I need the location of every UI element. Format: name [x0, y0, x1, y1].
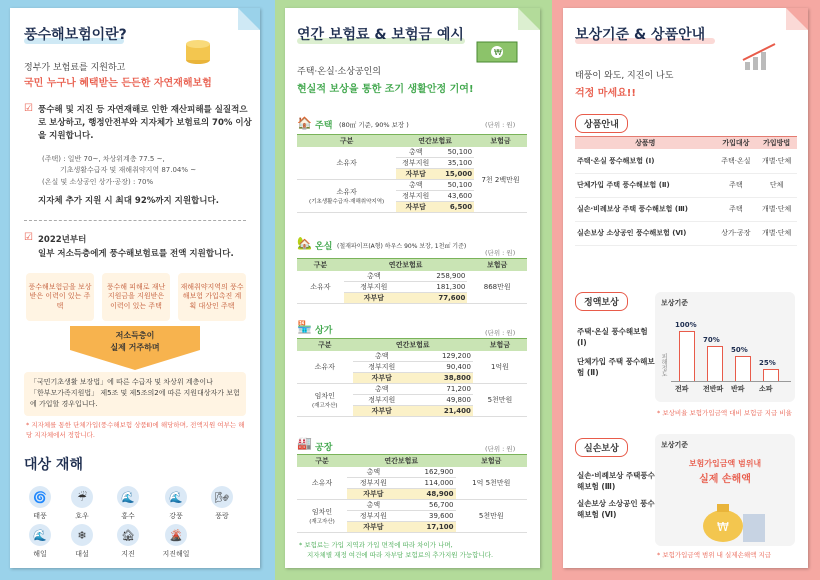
divider	[24, 220, 246, 221]
arrow-text-1: 저소득층이	[115, 331, 155, 340]
actual-head-1: 보험가입금액 범위내	[688, 459, 762, 468]
disaster-label: 홍수	[121, 512, 135, 520]
table-header: 상품명	[575, 137, 716, 150]
bar-3	[763, 369, 779, 382]
bar-category-label: 소파	[759, 385, 773, 393]
actual-note: * 보험가입금액 범위 내 실제손해액 지급	[657, 551, 772, 559]
premium-value: 50,100	[435, 180, 474, 191]
premium-type: 자부담	[347, 522, 400, 533]
premium-value: 258,900	[404, 271, 468, 282]
premium-type: 총액	[347, 500, 400, 511]
disaster-item	[156, 524, 196, 559]
disaster-item	[20, 486, 60, 521]
owner-cell	[297, 384, 353, 417]
premium-value: 50,100	[435, 147, 474, 158]
premium-type: 총액	[347, 467, 400, 478]
panel-premium-examples	[285, 8, 540, 568]
svg-text:₩: ₩	[717, 520, 729, 534]
owner-label: 소유자	[314, 363, 335, 371]
condition-bubble: 재해취약지역의 풍수해보험 가입촉진 계획 대상인 주택	[178, 273, 246, 321]
extra-support: 지자체 추가 지원 시 최대 92%까지 지원합니다.	[38, 196, 219, 206]
actual-product-2: 실손보상 소상공인 풍수해보험 (Ⅵ)	[577, 499, 655, 520]
premium-type: 자부담	[396, 202, 435, 213]
checkbox-icon: ☑	[24, 232, 33, 243]
premium-type: 총액	[344, 271, 404, 282]
house-condition: (80㎡ 기준, 90% 보장 )	[339, 121, 409, 129]
disaster-item	[62, 524, 102, 559]
subtitle-2: 걱정 마세요!!	[575, 88, 636, 99]
premium-value: 162,900	[400, 467, 456, 478]
premium-value: 77,600	[404, 293, 468, 304]
owner-cell	[297, 467, 347, 500]
heavy-rain-icon: ☔	[71, 486, 93, 508]
bar-value-label: 70%	[703, 336, 720, 344]
shop-icon: 🏪	[297, 320, 312, 334]
snow-icon: ❄	[71, 524, 93, 546]
owner-label: 소유자	[336, 188, 357, 196]
table-header: 구분	[297, 455, 347, 468]
condition-line-2: 「한부모가족지원법」 제5조 및 제5조의2에 따른 지원대상자가 보험에 가입할 경우입니다.	[30, 389, 240, 408]
product-method: 개별·단체	[756, 221, 797, 245]
fixed-product-1: 주택·온실 풍수해보험 (Ⅰ)	[577, 327, 648, 348]
subtitle-1: 태풍이 와도, 지진이 나도	[575, 71, 674, 81]
premium-type: 정부지원	[344, 282, 404, 293]
note-house-1: (주택) : 일반 70~, 차상위계층 77.5 ~,	[42, 155, 165, 163]
factory-icon: 🏭	[297, 436, 312, 450]
bar-category-label: 전파	[675, 385, 689, 393]
premium-value: 35,100	[435, 158, 474, 169]
condition-bubble: 풍수해보험금을 보상받은 이력이 있는 주택	[26, 273, 94, 321]
disaster-item	[108, 524, 148, 559]
house-heading: 주택	[315, 121, 333, 131]
disaster-item	[108, 486, 148, 521]
premium-type: 자부담	[344, 293, 404, 304]
product-target: 주택	[716, 173, 757, 197]
premium-type: 정부지원	[347, 478, 400, 489]
volcano-icon: 🌋	[165, 524, 187, 546]
page-curl	[786, 8, 808, 30]
owner-label: 소유자	[311, 479, 333, 487]
product-target: 주택·온실	[716, 149, 757, 173]
payout-value: 868만원	[467, 271, 527, 304]
payout-value: 7천 2백만원	[474, 147, 527, 213]
disaster-item	[62, 486, 102, 521]
disaster-label: 대설	[75, 550, 89, 558]
bar-category-label: 전반파	[703, 385, 724, 393]
tsunami-icon: 🌊	[29, 524, 51, 546]
owner-cell	[297, 147, 396, 180]
actual-product-1: 실손·비례보상 주택풍수해보험 (Ⅲ)	[577, 471, 655, 492]
product-name: 실손보상 소상공인 풍수해보험 (Ⅵ)	[575, 221, 716, 245]
table-header: 연간보험료	[353, 339, 473, 352]
product-row	[575, 149, 797, 173]
premium-value: 38,800	[411, 373, 473, 384]
footnote-2: 지자체별 재정 여건에 따라 자부담 보험료의 추가지원 가능합니다.	[307, 551, 494, 559]
unit-label: (단위 : 원)	[485, 121, 516, 129]
unit-label: (단위 : 원)	[485, 249, 516, 257]
products-tag: 상품안내	[575, 114, 628, 133]
premium-value: 129,200	[411, 351, 473, 362]
premium-type: 정부지원	[353, 395, 411, 406]
product-method: 개별·단체	[756, 197, 797, 221]
since-2022: 2022년부터	[38, 235, 87, 245]
condition-bubble: 풍수해 피해로 재난지원금을 지원받은 이력이 있는 주택	[102, 273, 170, 321]
product-method: 개별·단체	[756, 149, 797, 173]
product-method: 단체	[756, 173, 797, 197]
subtitle-2: 현실적 보상을 통한 조기 생활안정 기여!	[297, 84, 474, 95]
checkbox-icon: ☑	[24, 103, 33, 114]
footnote-1: * 보험료는 가입 지역과 가입 면적에 따라 차이가 나며,	[299, 541, 453, 549]
premium-type: 자부담	[396, 169, 435, 180]
product-row	[575, 197, 797, 221]
money-icon	[475, 38, 523, 66]
subtitle-1: 주택·온실·소상공인의	[297, 67, 381, 77]
factory-heading: 공장	[315, 443, 333, 453]
full-support: 일부 저소득층에게 풍수해보험료를 전액 지원합니다.	[38, 249, 234, 259]
table-header: 연간보험료	[396, 135, 474, 148]
intro-line-2: 국민 누구나 혜택받는 든든한 자연재해보험	[24, 78, 212, 89]
disaster-label: 태풍	[33, 512, 47, 520]
premium-type: 정부지원	[353, 362, 411, 373]
house-table	[297, 134, 527, 213]
condition-line-1: 「국민기초생활 보장법」에 따른 수급자 및 차상위 계층이나	[30, 378, 213, 386]
owner-label: 소유자	[336, 159, 357, 167]
house-icon: 🏠	[297, 116, 312, 130]
earthquake-icon: 🏚	[117, 524, 139, 546]
product-name: 주택·온실 풍수해보험 (Ⅰ)	[575, 149, 716, 173]
note-business: (온실 및 소상공인 상가·공장) : 70%	[42, 178, 154, 186]
criteria-label: 보상기준	[661, 299, 689, 307]
table-header: 보험금	[474, 135, 527, 148]
page-title: 연간 보험료 & 보험금 예시	[297, 27, 464, 43]
unit-label: (단위 : 원)	[485, 329, 516, 337]
owner-cell	[297, 271, 344, 304]
premium-value: 90,400	[411, 362, 473, 373]
fixed-product-2: 단체가입 주택 풍수해보험 (Ⅱ)	[577, 357, 655, 378]
premium-value: 17,100	[400, 522, 456, 533]
table-header: 보험금	[467, 259, 527, 272]
note-house-2: 기초생활수급자 및 재해취약지역 87.04% ~	[60, 166, 197, 174]
page-title: 보상기준 & 상품안내	[575, 27, 706, 43]
money-bag-icon	[683, 486, 773, 544]
bar-2	[735, 356, 751, 381]
premium-value: 21,400	[411, 406, 473, 417]
premium-type: 정부지원	[396, 158, 435, 169]
table-header: 가입방법	[756, 137, 797, 150]
bar-category-label: 반파	[731, 385, 745, 393]
table-header: 보험금	[456, 455, 528, 468]
table-header: 연간보험료	[347, 455, 455, 468]
shop-table	[297, 338, 527, 417]
payout-value: 5천만원	[456, 500, 528, 533]
owner-note: (기초생활수급자·재해취약지역)	[309, 199, 385, 205]
premium-type: 총액	[396, 180, 435, 191]
product-target: 상가·공장	[716, 221, 757, 245]
premium-value: 114,000	[400, 478, 456, 489]
disaster-label: 지진	[121, 550, 135, 558]
payout-value: 1억 5천만원	[456, 467, 528, 500]
owner-label: 임차인	[314, 392, 335, 400]
factory-table	[297, 454, 527, 533]
owner-cell	[297, 500, 347, 533]
premium-value: 39,600	[400, 511, 456, 522]
svg-text:₩: ₩	[494, 48, 502, 57]
product-row	[575, 173, 797, 197]
criteria-label: 보상기준	[661, 441, 689, 449]
premium-type: 총액	[396, 147, 435, 158]
premium-type: 자부담	[347, 489, 400, 500]
intro-line-1: 정부가 보험료를 지원하고	[24, 63, 126, 73]
payout-value: 5천만원	[473, 384, 527, 417]
disaster-title: 대상 재해	[24, 457, 83, 473]
disaster-label: 호우	[75, 512, 89, 520]
owner-cell	[297, 180, 396, 213]
bar-value-label: 100%	[675, 321, 697, 329]
wave-icon: 🌬	[211, 486, 233, 508]
premium-type: 자부담	[353, 406, 411, 417]
premium-value: 15,000	[435, 169, 474, 180]
arrow-text-2: 실제 거주하며	[110, 343, 160, 352]
actual-head-2: 실제 손해액	[699, 474, 751, 485]
bar-1	[707, 346, 723, 381]
owner-label: 임차인	[311, 508, 333, 516]
table-header: 보험금	[473, 339, 527, 352]
disaster-label: 풍랑	[215, 512, 229, 520]
bar-value-label: 50%	[731, 346, 748, 354]
premium-value: 181,300	[404, 282, 468, 293]
page-curl	[518, 8, 540, 30]
disaster-label: 해일	[33, 550, 47, 558]
premium-value: 48,900	[400, 489, 456, 500]
owner-label: 소유자	[310, 283, 331, 291]
bar-0	[679, 331, 695, 381]
product-name: 단체가입 주택 풍수해보험 (Ⅱ)	[575, 173, 716, 197]
actual-compensation-tag: 실손보상	[575, 438, 628, 457]
table-header: 구분	[297, 259, 344, 272]
page-title: 풍수해보험이란?	[24, 27, 127, 43]
premium-type: 총액	[353, 384, 411, 395]
unit-label: (단위 : 원)	[485, 445, 516, 453]
disaster-label: 강풍	[169, 512, 183, 520]
bar-chart	[671, 318, 791, 393]
owner-note: (재고자산)	[312, 403, 338, 409]
product-target: 주택	[716, 197, 757, 221]
subsidy-description: 풍수해 및 지진 등 자연재해로 인한 재산피해를 실질적으로 보상하고, 행정안전부와 지자체가 보험료의 70% 이상을 지원합니다.	[38, 105, 252, 142]
shop-heading: 상가	[315, 326, 333, 336]
disaster-item	[20, 524, 60, 559]
owner-note: (재고자산)	[309, 519, 335, 525]
premium-value: 6,500	[435, 202, 474, 213]
growth-chart-icon	[741, 42, 781, 72]
premium-type: 정부지원	[347, 511, 400, 522]
table-header: 구분	[297, 339, 353, 352]
panel-what-is-insurance	[10, 8, 260, 568]
disaster-item	[202, 486, 242, 521]
premium-type: 자부담	[353, 373, 411, 384]
products-table	[575, 136, 797, 246]
table-header: 가입대상	[716, 137, 757, 150]
premium-value: 43,600	[435, 191, 474, 202]
premium-value: 56,700	[400, 500, 456, 511]
table-header: 연간보험료	[344, 259, 468, 272]
product-row	[575, 221, 797, 245]
disaster-item	[156, 486, 196, 521]
typhoon-icon: 🌀	[29, 486, 51, 508]
panel-compensation	[563, 8, 808, 568]
footnote: * 지자체를 통한 단체가입(풍수해보험 상품Ⅱ)에 해당하며, 전액지원 여부는 해당 지자체에서 정합니다.	[26, 421, 245, 439]
premium-type: 정부지원	[396, 191, 435, 202]
greenhouse-heading: 온실	[315, 242, 333, 252]
premium-value: 71,200	[411, 384, 473, 395]
greenhouse-table	[297, 258, 527, 304]
greenhouse-condition: (철재파이프(A형) 하우스 90% 보장, 1천㎡ 기준)	[337, 243, 467, 250]
payout-value: 1억원	[473, 351, 527, 384]
premium-value: 49,800	[411, 395, 473, 406]
storm-surge-icon: 🌊	[165, 486, 187, 508]
product-name: 실손·비례보상 주택 풍수해보험 (Ⅲ)	[575, 197, 716, 221]
page-curl	[238, 8, 260, 30]
fixed-compensation-tag: 정액보상	[575, 292, 628, 311]
greenhouse-icon: 🏡	[297, 236, 312, 250]
y-axis-label: 피해정도	[660, 353, 667, 377]
table-header: 구분	[297, 135, 396, 148]
owner-cell	[297, 351, 353, 384]
coins-icon	[180, 34, 216, 66]
disaster-label: 지진해일	[162, 550, 190, 558]
fixed-note: * 보상비율 보험가입금액 대비 보험금 지급 비율	[657, 409, 792, 417]
flood-icon: 🌊	[117, 486, 139, 508]
premium-type: 총액	[353, 351, 411, 362]
bar-value-label: 25%	[759, 358, 776, 367]
